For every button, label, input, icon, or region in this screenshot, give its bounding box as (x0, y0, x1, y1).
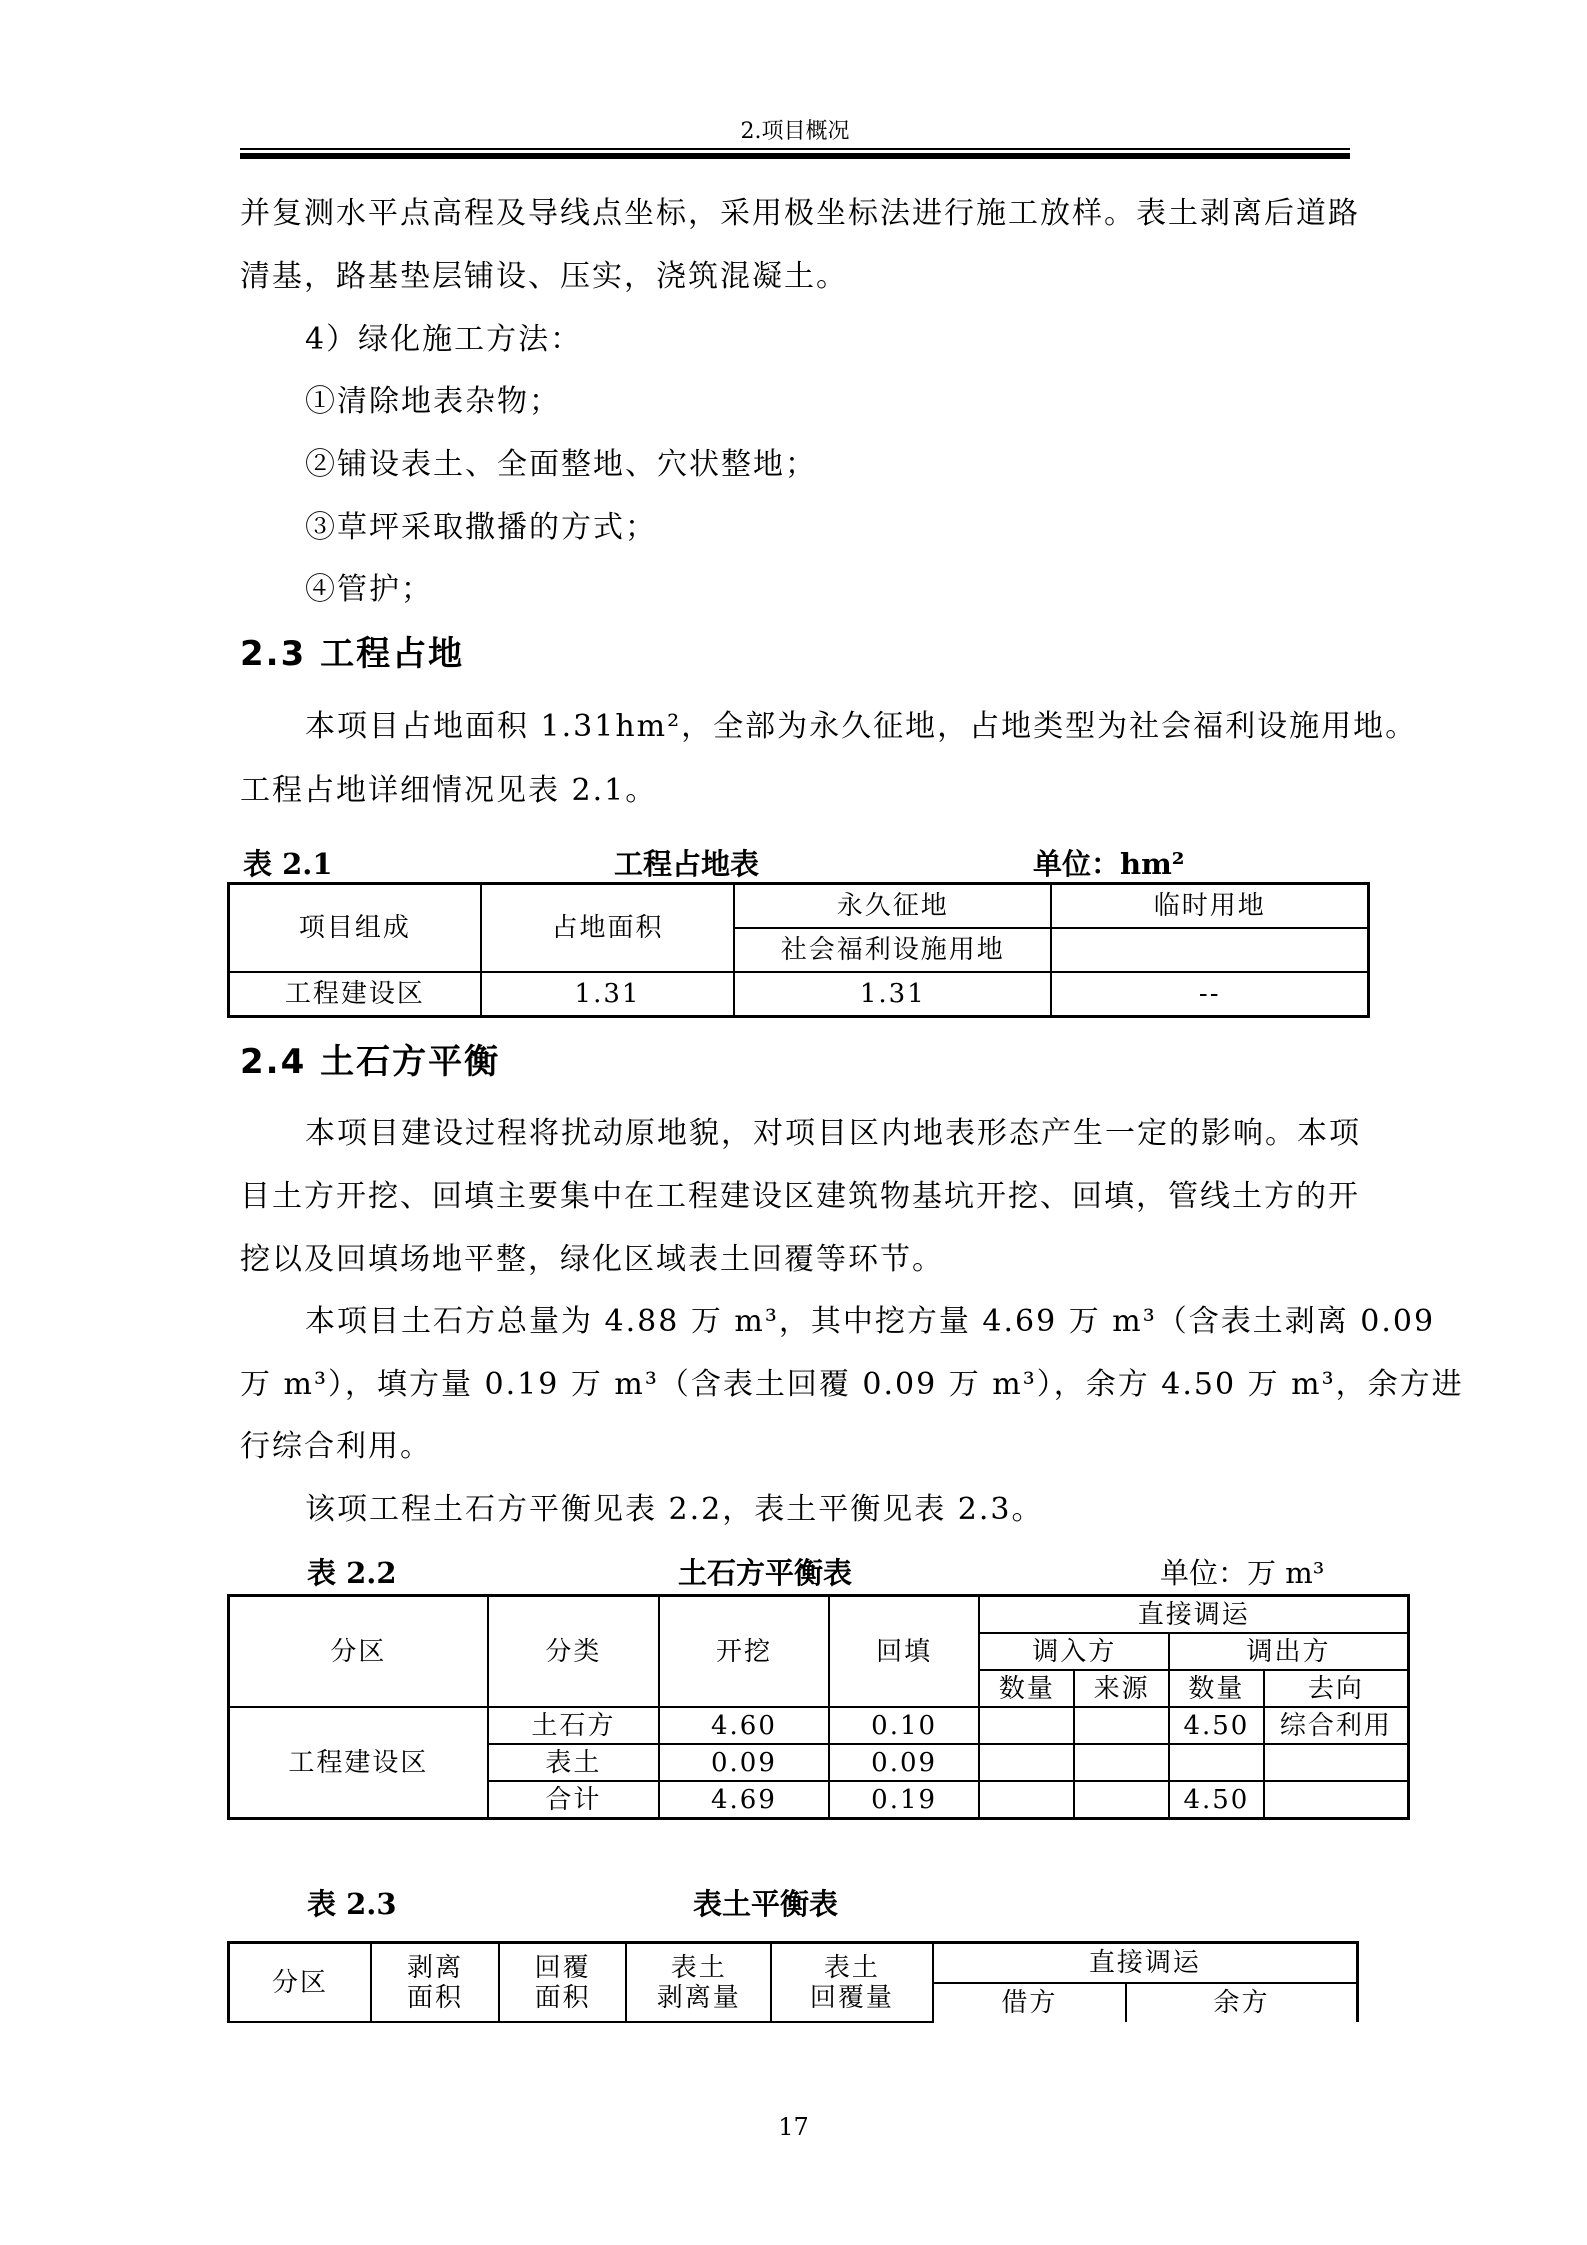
cell-in-src (1074, 1781, 1169, 1819)
cell-in-src (1074, 1744, 1169, 1781)
body-paragraph: 清基，路基垫层铺设、压实，浇筑混凝土。 (240, 259, 848, 294)
header-out-qty: 数量 (1169, 1670, 1264, 1707)
body-paragraph: 该项工程土石方平衡见表 2.2，表土平衡见表 2.3。 (305, 1492, 1044, 1527)
section-heading-2-3: 2.3 工程占地 (240, 634, 465, 674)
earthwork-balance-table (227, 1594, 1410, 1820)
list-item: ③草坪采取撒播的方式； (305, 510, 657, 545)
cell-fill: 0.09 (829, 1744, 980, 1781)
body-paragraph: 本项目土石方总量为 4.88 万 m³，其中挖方量 4.69 万 m³（含表土剥离 0.09 (305, 1304, 1436, 1339)
body-paragraph: 工程占地详细情况见表 2.1。 (240, 773, 658, 808)
list-item: ④管护； (305, 572, 433, 607)
list-item: ②铺设表土、全面整地、穴状整地； (305, 447, 817, 482)
table-2-1-title: 工程占地表 (614, 847, 760, 881)
header-strip-area-line2: 面积 (406, 1982, 463, 2013)
header-temporary-sub (1051, 928, 1368, 972)
cell-in-qty (979, 1781, 1074, 1819)
header-cover-area-line1: 回覆 (534, 1952, 591, 1983)
header-zone: 分区 (229, 1596, 488, 1708)
cell-out-qty (1169, 1744, 1264, 1781)
cell-out-dst: 综合利用 (1264, 1707, 1409, 1744)
running-header: 2.项目概况 (740, 119, 850, 144)
header-borrow: 借方 (933, 1983, 1126, 2022)
header-out-dst: 去向 (1264, 1670, 1409, 1707)
header-strip-qty-line1: 表土 (670, 1952, 727, 1983)
table-2-3-number: 表 2.3 (307, 1887, 397, 1921)
cell-area: 1.31 (481, 972, 734, 1017)
header-item: 项目组成 (229, 884, 481, 973)
header-zone: 分区 (229, 1943, 372, 2023)
header-cover-qty-line1: 表土 (823, 1952, 880, 1983)
table-2-1-number: 表 2.1 (243, 847, 333, 881)
table-2-2-unit: 单位：万 m³ (1160, 1556, 1325, 1590)
body-paragraph: 本项目建设过程将扰动原地貌，对项目区内地表形态产生一定的影响。本项 (305, 1116, 1361, 1151)
header-temporary: 临时用地 (1051, 884, 1368, 929)
header-direct: 直接调运 (933, 1943, 1358, 1984)
page-number: 17 (778, 2113, 809, 2141)
cell-out-qty: 4.50 (1169, 1707, 1264, 1744)
header-rule-thick (240, 153, 1350, 159)
header-in: 调入方 (979, 1633, 1169, 1670)
list-item: ①清除地表杂物； (305, 384, 561, 419)
header-strip-area-line1: 剥离 (406, 1952, 463, 1983)
header-cover-area (499, 1943, 627, 2023)
body-paragraph: 本项目占地面积 1.31hm²，全部为永久征地，占地类型为社会福利设施用地。 (305, 709, 1418, 744)
cell-fill: 0.10 (829, 1707, 980, 1744)
table-2-2-number: 表 2.2 (307, 1556, 397, 1590)
header-cover-qty-line2: 回覆量 (809, 1982, 894, 2013)
header-direct: 直接调运 (979, 1596, 1408, 1634)
body-paragraph: 万 m³），填方量 0.19 万 m³（含表土回覆 0.09 万 m³），余方 4.50 万 m³，余方进 (240, 1367, 1464, 1402)
cell-dig: 4.60 (659, 1707, 829, 1744)
header-in-src: 来源 (1074, 1670, 1169, 1707)
body-paragraph: 目土方开挖、回填主要集中在工程建设区建筑物基坑开挖、回填，管线土方的开 (240, 1179, 1360, 1214)
table-row (229, 1707, 1409, 1744)
cell-dig: 4.69 (659, 1781, 829, 1819)
cell-zone: 工程建设区 (229, 1707, 488, 1819)
table-2-1-unit: 单位：hm² (1033, 847, 1185, 881)
header-dig: 开挖 (659, 1596, 829, 1708)
cell-fill: 0.19 (829, 1781, 980, 1819)
header-out: 调出方 (1169, 1633, 1409, 1670)
cell-out-dst (1264, 1744, 1409, 1781)
body-paragraph: 挖以及回填场地平整，绿化区域表土回覆等环节。 (240, 1242, 944, 1277)
body-paragraph: 并复测水平点高程及导线点坐标，采用极坐标法进行施工放样。表土剥离后道路 (240, 196, 1360, 231)
header-strip-qty-line2: 剥离量 (656, 1982, 741, 2013)
cell-perm: 1.31 (734, 972, 1051, 1017)
header-type: 分类 (488, 1596, 659, 1708)
header-fill: 回填 (829, 1596, 980, 1708)
cell-name: 工程建设区 (229, 972, 481, 1017)
header-cover-area-line2: 面积 (534, 1982, 591, 2013)
table-2-3-title: 表土平衡表 (693, 1887, 839, 1921)
header-rule-thin (240, 148, 1350, 150)
topsoil-balance-table (227, 1941, 1359, 2023)
cell-out-dst (1264, 1781, 1409, 1819)
cell-in-qty (979, 1707, 1074, 1744)
table-row (229, 972, 1369, 1017)
body-paragraph: 行综合利用。 (240, 1429, 432, 1464)
cell-temp: -- (1051, 972, 1368, 1017)
cell-type: 土石方 (488, 1707, 659, 1744)
body-paragraph: 4）绿化施工方法： (305, 322, 583, 357)
cell-in-src (1074, 1707, 1169, 1744)
cell-dig: 0.09 (659, 1744, 829, 1781)
cell-type: 表土 (488, 1744, 659, 1781)
section-heading-2-4: 2.4 土石方平衡 (240, 1042, 501, 1082)
cell-type: 合计 (488, 1781, 659, 1819)
header-surplus: 余方 (1126, 1983, 1357, 2022)
header-area: 占地面积 (481, 884, 734, 973)
header-permanent: 永久征地 (734, 884, 1051, 929)
header-cover-qty (771, 1943, 933, 2023)
header-strip-area (371, 1943, 499, 2023)
cell-in-qty (979, 1744, 1074, 1781)
header-strip-qty (626, 1943, 771, 2023)
cell-out-qty: 4.50 (1169, 1781, 1264, 1819)
header-permanent-sub: 社会福利设施用地 (734, 928, 1051, 972)
land-occupation-table (227, 882, 1370, 1018)
table-2-2-title: 土石方平衡表 (678, 1556, 853, 1590)
header-in-qty: 数量 (979, 1670, 1074, 1707)
